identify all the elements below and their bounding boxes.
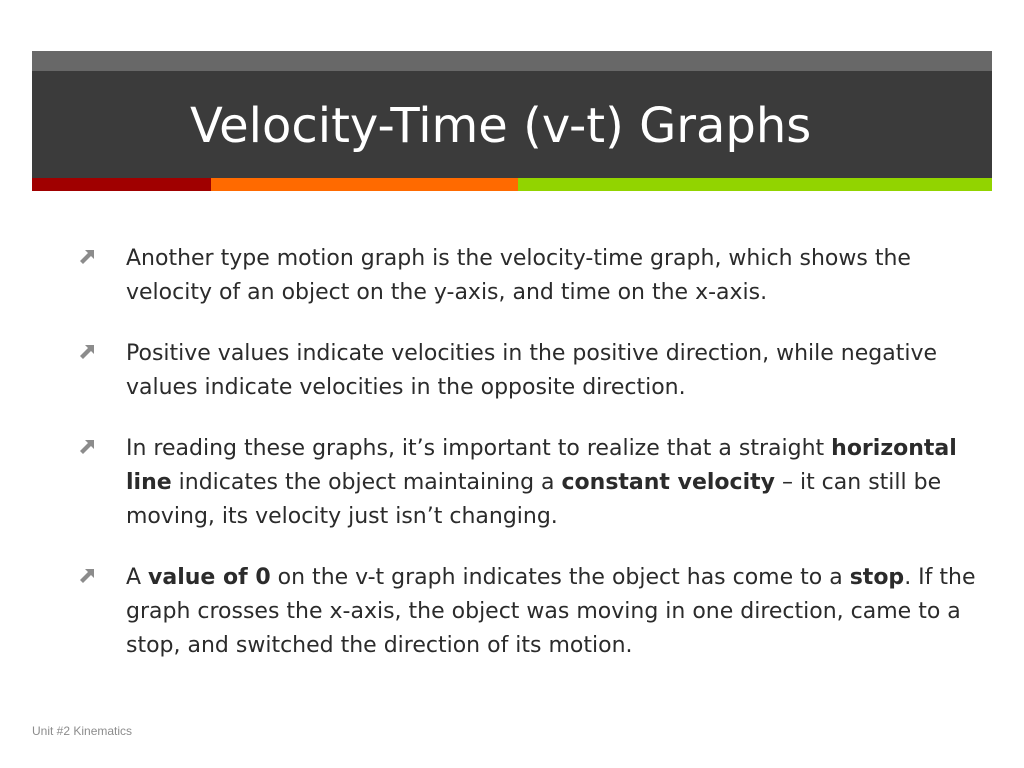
bold-term-stop: stop bbox=[849, 565, 905, 590]
bullet-text-segment: on the v-t graph indicates the object has come to a bbox=[270, 565, 850, 590]
bullet-text bbox=[126, 436, 957, 529]
bullet-item bbox=[72, 432, 992, 534]
bullet-text-segment: A bbox=[126, 565, 149, 590]
bullet-text-segment: indicates the object maintaining a bbox=[171, 470, 562, 495]
bullet-item bbox=[72, 242, 992, 310]
accent-bar-green bbox=[518, 178, 992, 191]
bullet-text: Another type motion graph is the velocity-time graph, which shows the velocity of an object on the y-axis, and time on the x-axis. bbox=[126, 246, 911, 305]
arrow-up-right-icon bbox=[78, 343, 96, 361]
bullet-text-segment: . If the graph crosses the x-axis, the object was moving in one direction, came to a stop, and switched the direction of its motion. bbox=[126, 565, 976, 658]
slide-title: Velocity-Time (v-t) Graphs bbox=[190, 98, 812, 154]
arrow-up-right-icon bbox=[78, 248, 96, 266]
accent-bar-orange bbox=[211, 178, 518, 191]
arrow-up-right-icon bbox=[78, 567, 96, 585]
bullet-text bbox=[126, 565, 976, 658]
bullet-text: Positive values indicate velocities in the positive direction, while negative values indicate velocities in the opposite direction. bbox=[126, 341, 938, 400]
bullet-item bbox=[72, 337, 992, 405]
bullet-item bbox=[72, 561, 992, 663]
bullet-text-segment: – it can still be moving, its velocity just isn’t changing. bbox=[126, 470, 942, 529]
arrow-up-right-icon bbox=[78, 438, 96, 456]
bullet-list bbox=[72, 242, 992, 690]
accent-bar-red bbox=[32, 178, 211, 191]
bold-term-horizontal-line: horizontal line bbox=[126, 436, 957, 495]
bullet-text-segment: In reading these graphs, it’s important to realize that a straight bbox=[126, 436, 832, 461]
title-top-strip bbox=[32, 51, 992, 71]
bold-term-constant-velocity: constant velocity bbox=[561, 470, 775, 495]
slide-footer: Unit #2 Kinematics bbox=[32, 724, 133, 738]
bold-term-value-of-0: value of 0 bbox=[148, 565, 271, 590]
